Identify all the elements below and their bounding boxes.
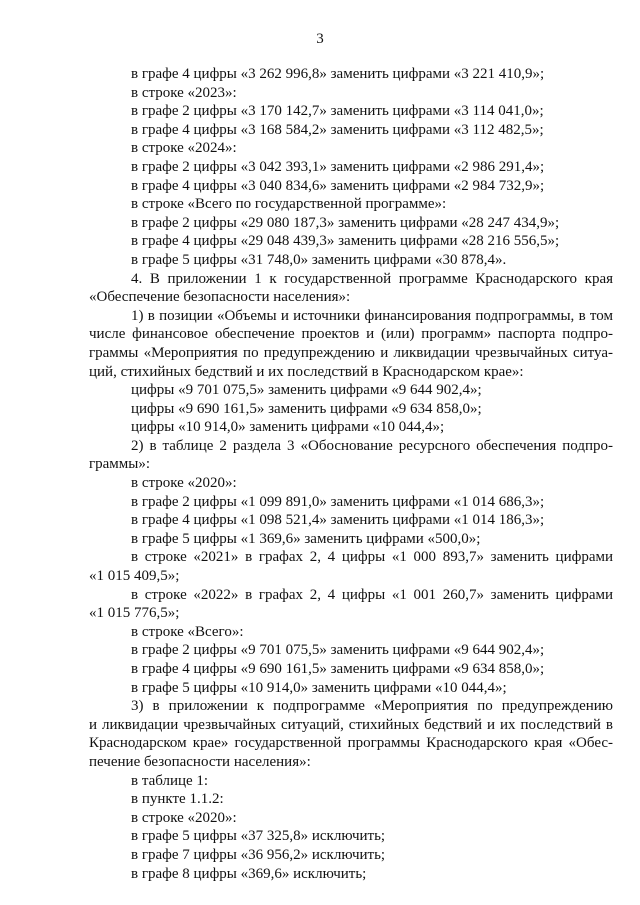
text-line: в графе 2 цифры «9 701 075,5» заменить цифрами «9 644 902,4»; — [131, 642, 545, 659]
text-line: в графе 7 цифры «36 956,2» исключить; — [131, 846, 386, 863]
text-line: в строке «2023»: — [131, 84, 237, 101]
text-line: 2) в таблице 2 раздела 3 «Обоснование ресурсного обеспечения подпро- — [131, 437, 613, 454]
text-line: в строке «2021» в графах 2, 4 цифры «1 000 893,7» заменить цифрами — [131, 549, 613, 566]
text-line: в графе 8 цифры «369,6» исключить; — [131, 865, 367, 882]
text-line: «1 015 776,5»; — [89, 605, 180, 622]
document-body — [89, 65, 613, 883]
text-line: граммы»: — [89, 456, 151, 473]
text-line: в строке «2022» в графах 2, 4 цифры «1 001 260,7» заменить цифрами — [131, 586, 613, 603]
text-line: в графе 4 цифры «9 690 161,5» заменить цифрами «9 634 858,0»; — [131, 661, 545, 677]
text-line: в графе 4 цифры «3 262 996,8» заменить цифрами «3 221 410,9»; — [131, 66, 545, 82]
text-line: цифры «9 701 075,5» заменить цифрами «9 644 902,4»; — [131, 382, 482, 399]
text-line: 3) в приложении к подпрограмме «Мероприятия по предупреждению — [131, 698, 613, 715]
text-line: числе финансовое обеспечение проектов и (или) программ» паспорта подпро- — [89, 326, 613, 343]
text-line: печение безопасности населения»: — [89, 753, 311, 770]
text-line: в строке «2024»: — [131, 140, 237, 157]
text-line: граммы «Мероприятия по предупреждению и ликвидации чрезвычайных ситуа- — [89, 344, 613, 361]
text-line: в таблице 1: — [131, 772, 209, 789]
text-line: 4. В приложении 1 к государственной программе Краснодарского края — [131, 270, 613, 287]
page-number: 3 — [316, 31, 324, 47]
text-line: в строке «2020»: — [131, 475, 237, 492]
text-line: в графе 5 цифры «31 748,0» заменить цифрами «30 878,4». — [131, 251, 507, 268]
text-line: в пункте 1.1.2: — [131, 791, 224, 808]
text-line: в графе 5 цифры «37 325,8» исключить; — [131, 828, 386, 845]
text-line: в графе 2 цифры «3 170 142,7» заменить цифрами «3 114 041,0»; — [131, 103, 544, 120]
text-line: в графе 2 цифры «3 042 393,1» заменить цифрами «2 986 291,4»; — [131, 158, 545, 175]
text-line: Краснодарском крае» государственной программы Краснодарского края «Обес- — [89, 735, 613, 752]
text-line: в графе 4 цифры «3 040 834,6» заменить цифрами «2 984 732,9»; — [131, 177, 545, 194]
text-line: и ликвидации чрезвычайных ситуаций, стихийных бедствий и их последствий в — [89, 716, 613, 733]
text-line: в графе 5 цифры «1 369,6» заменить цифрами «500,0»; — [131, 530, 481, 547]
text-line: «1 015 409,5»; — [89, 568, 180, 585]
text-line: «Обеспечение безопасности населения»: — [89, 289, 351, 306]
text-line: в графе 4 цифры «3 168 584,2» заменить цифрами «3 112 482,5»; — [131, 121, 544, 138]
text-line: цифры «9 690 161,5» заменить цифрами «9 634 858,0»; — [131, 400, 482, 417]
text-line: цифры «10 914,0» заменить цифрами «10 044,4»; — [131, 419, 445, 436]
text-line: в графе 5 цифры «10 914,0» заменить цифрами «10 044,4»; — [131, 679, 507, 696]
text-line: в строке «Всего»: — [131, 623, 244, 640]
text-line: в графе 2 цифры «1 099 891,0» заменить цифрами «1 014 686,3»; — [131, 493, 545, 510]
text-line: в графе 4 цифры «1 098 521,4» заменить цифрами «1 014 186,3»; — [131, 512, 545, 529]
text-line: в графе 4 цифры «29 048 439,3» заменить цифрами «28 216 556,5»; — [131, 233, 560, 250]
text-line: в строке «2020»: — [131, 809, 237, 826]
text-line: ций, стихийных бедствий и их последствий в Краснодарском крае»: — [89, 363, 524, 380]
text-line: в графе 2 цифры «29 080 187,3» заменить цифрами «28 247 434,9»; — [131, 214, 560, 231]
text-line: в строке «Всего по государственной программе»: — [131, 196, 447, 213]
text-line: 1) в позиции «Объемы и источники финансирования подпрограммы, в том — [131, 307, 613, 324]
